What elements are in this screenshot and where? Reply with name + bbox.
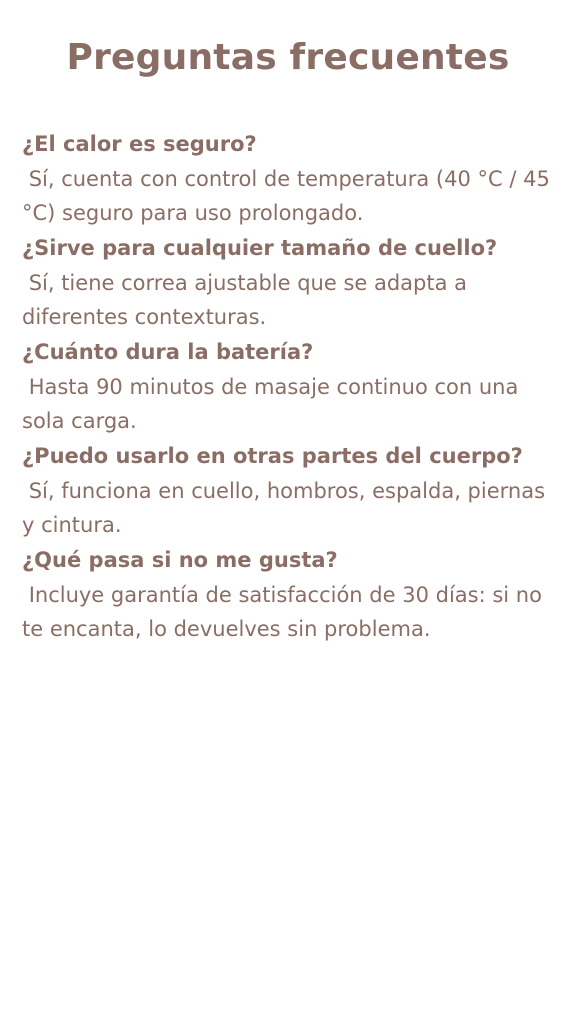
faq-question: ¿Puedo usarlo en otras partes del cuerpo? [22, 444, 523, 468]
faq-answer: Sí, tiene correa ajustable que se adapta a diferentes contexturas. [22, 271, 474, 329]
faq-answer: Incluye garantía de satisfacción de 30 días: si no te encanta, lo devuelves sin problema. [22, 583, 549, 641]
faq-question: ¿El calor es seguro? [22, 132, 257, 156]
faq-item [22, 542, 558, 646]
faq-item [22, 230, 558, 334]
faq-answer: Sí, funciona en cuello, hombros, espalda, piernas y cintura. [22, 479, 552, 537]
faq-answer: Hasta 90 minutos de masaje continuo con una sola carga. [22, 375, 526, 433]
faq-question: ¿Qué pasa si no me gusta? [22, 548, 338, 572]
faq-item [22, 126, 558, 230]
faq-question: ¿Cuánto dura la batería? [22, 340, 314, 364]
page-title: Preguntas frecuentes [66, 37, 510, 78]
faq-list [22, 126, 558, 646]
faq-question: ¿Sirve para cualquier tamaño de cuello? [22, 236, 498, 260]
faq-item [22, 438, 558, 542]
faq-item [22, 334, 558, 438]
faq-answer: Sí, cuenta con control de temperatura (40 °C / 45 °C) seguro para uso prolongado. [22, 167, 557, 225]
